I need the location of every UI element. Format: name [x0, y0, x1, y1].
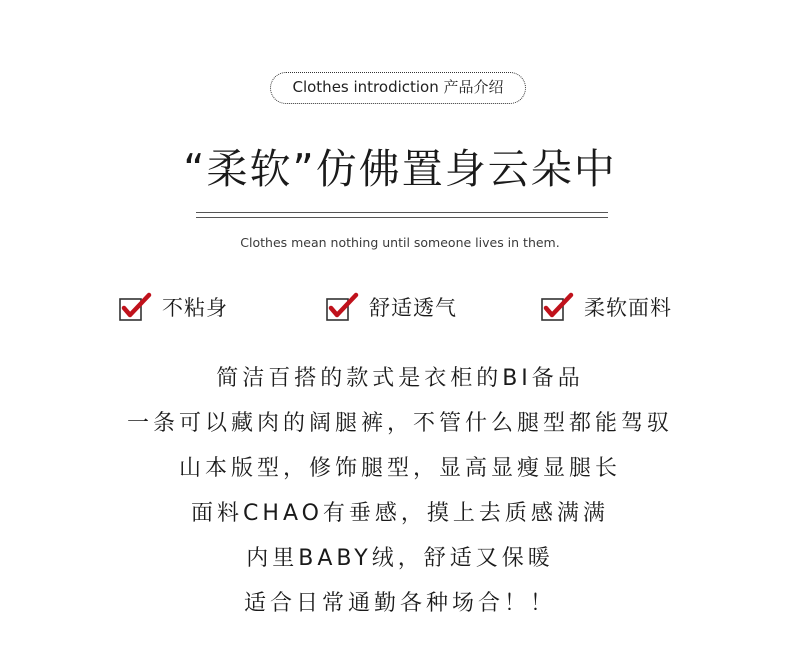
feature-item	[325, 291, 457, 323]
description-line: 内里BABY绒，舒适又保暖	[246, 546, 554, 571]
checkbox-checked-icon	[540, 291, 574, 323]
divider-top	[196, 212, 608, 213]
page-title: “柔软”仿佛置身云朵中	[183, 145, 617, 193]
tagline: Clothes mean nothing until someone lives in them.	[240, 235, 560, 250]
section-badge: Clothes introdiction 产品介绍	[270, 72, 526, 104]
description-line: 一条可以藏肉的阔腿裤，不管什么腿型都能驾驭	[126, 411, 673, 436]
description-line: 适合日常通勤各种场合！！	[243, 591, 556, 616]
feature-label: 柔软面料	[584, 296, 672, 320]
description-line: 简洁百搭的款式是衣柜的BI备品	[216, 366, 584, 391]
feature-label: 舒适透气	[369, 296, 457, 320]
description-line: 面料CHAO有垂感，摸上去质感满满	[191, 501, 609, 526]
divider-bottom	[196, 217, 608, 218]
description-line: 山本版型，修饰腿型，显高显瘦显腿长	[178, 456, 621, 481]
checkbox-checked-icon	[325, 291, 359, 323]
feature-item	[540, 291, 672, 323]
feature-label: 不粘身	[162, 296, 228, 320]
checkbox-checked-icon	[118, 291, 152, 323]
feature-item	[118, 291, 228, 323]
